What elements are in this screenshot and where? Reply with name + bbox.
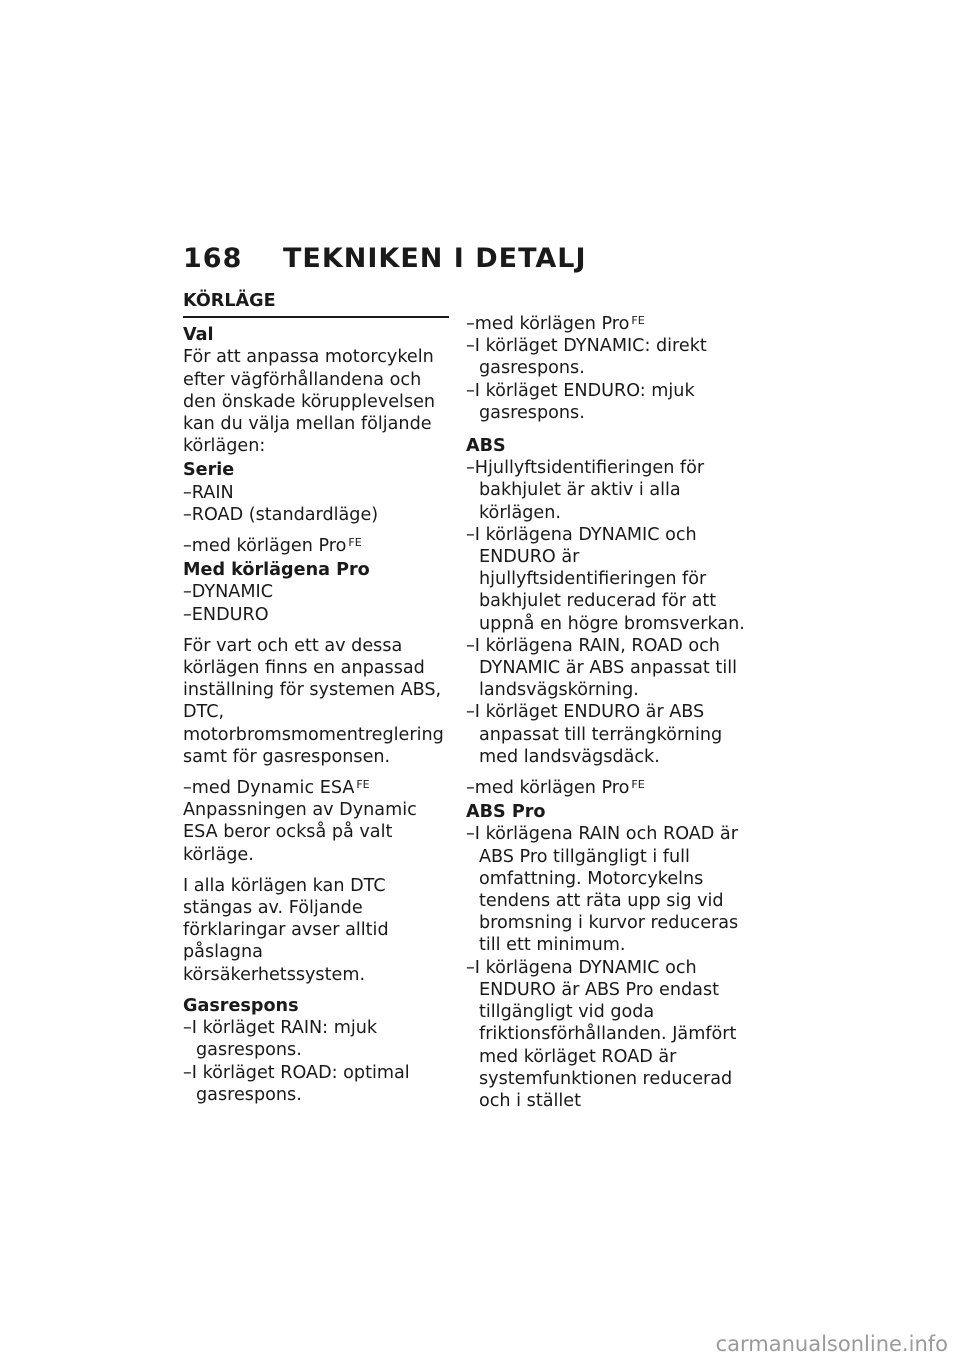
abs-heading: ABS [466, 436, 506, 457]
serie-heading: Serie [183, 460, 235, 481]
pro-note: –med körlägen Pro $^{FE}$ [466, 314, 645, 334]
watermark: carmanualsonline.info [715, 1332, 948, 1356]
fe-superscript: FE [348, 536, 362, 550]
intro-paragraph: För att anpassa motorcykeln efter vägförhållandena och den önskade körupplevelsen kan du välja mellan följande körlägen: [183, 347, 436, 457]
list-item: –I körlägena DYNAMIC och ENDURO är ABS Pro endast tillgängligt vid goda friktionsförhållanden. Jämfört med körläget ROAD är systemfunktionen reducerad och i stället [466, 957, 737, 1111]
fe-superscript: FE [356, 778, 370, 792]
list-item: –Hjullyftsidentifieringen för bakhjulet är aktiv i alla körlägen. [466, 458, 705, 523]
list-item: –I körlägena DYNAMIC och ENDURO är hjullyftsidentifieringen för bakhjulet reducerad för att uppnå en högre bromsverkan. [466, 524, 745, 634]
fe-superscript: FE [631, 314, 645, 327]
section-rule [183, 316, 449, 318]
paragraph: I alla körlägen kan DTC stängas av. Följande förklaringar avser alltid påslagna körsäkerhetssystem. [183, 875, 389, 985]
page-title: TEKNIKEN I DETALJ [283, 242, 587, 274]
pro-note: –med körlägen Pro $^{FE}$ [183, 536, 362, 557]
page-number: 168 [183, 242, 243, 274]
pro-heading: Med körlägena Pro [183, 560, 370, 581]
left-column [183, 290, 449, 1106]
list-item: –I körläget DYNAMIC: direkt gasrespons. [466, 336, 707, 379]
esa-note: –med Dynamic ESA $^{FE}$ [183, 778, 370, 799]
abs-pro-heading: ABS Pro [466, 802, 546, 823]
list-item: –ROAD (standardläge) [183, 504, 379, 525]
list-item: –I körlägena RAIN och ROAD är ABS Pro tillgängligt i full omfattning. Motorcykelns tendens att räta upp sig vid bromsning i kurvor reduceras till ett minimum. [466, 824, 739, 956]
list-item: –I körläget ENDURO: mjuk gasrespons. [466, 380, 695, 423]
list-item: –I körläget ENDURO är ABS anpassat till terrängkörning med landsvägsdäck. [466, 702, 723, 767]
val-heading: Val [183, 325, 214, 346]
list-item: –I körläget RAIN: mjuk gasrespons. [183, 1018, 378, 1061]
fe-superscript: FE [631, 778, 645, 792]
list-item: –I körläget ROAD: optimal gasrespons. [183, 1062, 410, 1105]
list-item: –DYNAMIC [183, 582, 273, 603]
paragraph: För vart och ett av dessa körlägen finns en anpassad inställning för systemen ABS, DTC, motorbromsmomentreglering samt för gasresponsen. [183, 635, 444, 767]
list-item: –ENDURO [183, 604, 269, 625]
page-header [183, 238, 587, 278]
right-column [466, 313, 746, 1112]
paragraph: Anpassningen av Dynamic ESA beror också på valt körläge. [183, 800, 417, 865]
list-item: –I körlägena RAIN, ROAD och DYNAMIC är ABS anpassat till landsvägskörning. [466, 635, 737, 701]
section-title: KÖRLÄGE [183, 291, 276, 311]
pro-note: –med körlägen Pro $^{FE}$ [466, 778, 645, 799]
list-item: –RAIN [183, 482, 234, 503]
gas-heading: Gasrespons [183, 995, 299, 1016]
